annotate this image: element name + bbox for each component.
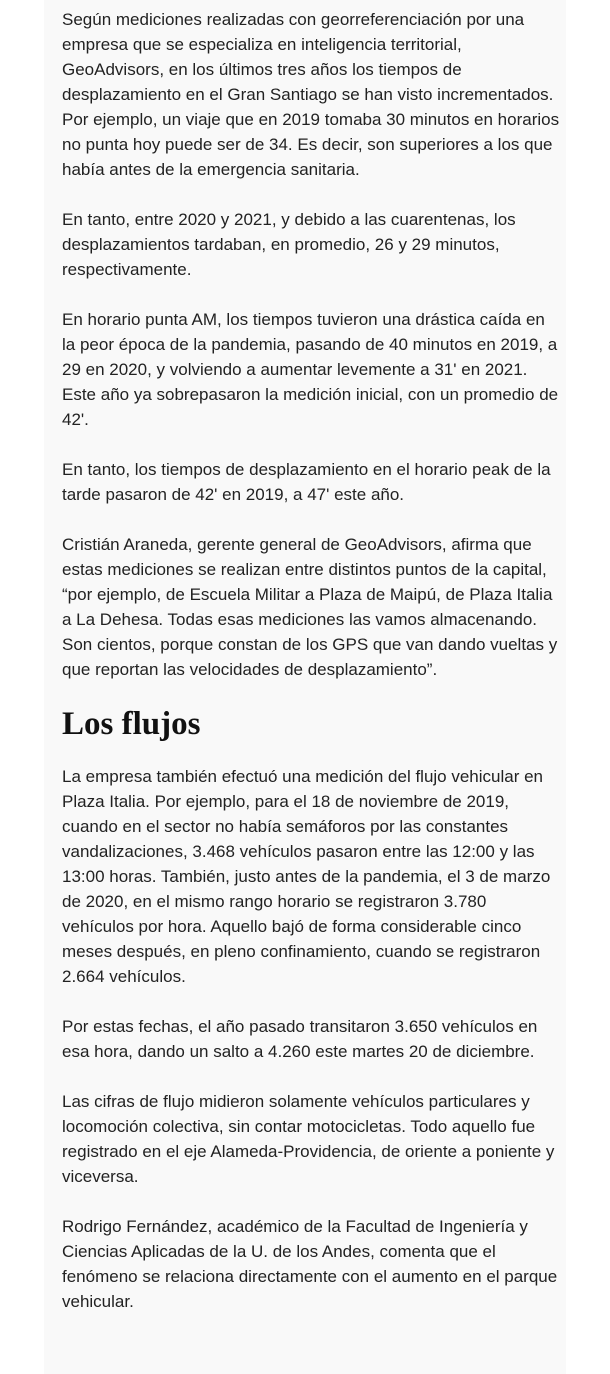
article-paragraph: En tanto, los tiempos de desplazamiento en el horario peak de la tarde pasaron de 42' en 2019, a 47' este año. — [62, 460, 551, 504]
article-body — [62, 7, 562, 1339]
article-paragraph: En tanto, entre 2020 y 2021, y debido a las cuarentenas, los desplazamientos tardaban, en promedio, 26 y 29 minutos, respectivamente. — [62, 210, 516, 279]
article-paragraph: Según mediciones realizadas con georreferenciación por una empresa que se especializa en inteligencia territorial, GeoAdvisors, en los últimos tres años los tiempos de desplazamiento en el Gran Santiago se han visto incrementados. Por ejemplo, un viaje que en 2019 tomaba 30 minutos en horarios no punta hoy puede ser de 34. Es decir, son superiores a los que había antes de la emergencia sanitaria. — [62, 10, 560, 179]
article-paragraph: Rodrigo Fernández, académico de la Facultad de Ingeniería y Ciencias Aplicadas de la U. de los Andes, comenta que el fenómeno se relaciona directamente con el aumento en el parque vehicular. — [62, 1217, 558, 1311]
article-paragraph: La empresa también efectuó una medición del flujo vehicular en Plaza Italia. Por ejemplo, para el 18 de noviembre de 2019, cuando en el sector no había semáforos por las constantes vandalizaciones, 3.468 vehículos pasaron entre las 12:00 y las 13:00 horas. También, justo antes de la pandemia, el 3 de marzo de 2020, en el mismo rango horario se registraron 3.780 vehículos por hora. Aquello bajó de forma considerable cinco meses después, en pleno confinamiento, cuando se registraron 2.664 vehículos. — [62, 767, 551, 986]
article-paragraph: Cristián Araneda, gerente general de GeoAdvisors, afirma que estas mediciones se realizan entre distintos puntos de la capital, “por ejemplo, de Escuela Militar a Plaza de Maipú, de Plaza Italia a La Dehesa. Todas esas mediciones las vamos almacenando. Son cientos, porque constan de los GPS que van dando vueltas y que reportan las velocidades de desplazamiento”. — [62, 535, 558, 679]
article-paragraph: Por estas fechas, el año pasado transitaron 3.650 vehículos en esa hora, dando un salto a 4.260 este martes 20 de diciembre. — [62, 1017, 538, 1061]
article-paragraph: En horario punta AM, los tiempos tuvieron una drástica caída en la peor época de la pandemia, pasando de 40 minutos en 2019, a 29 en 2020, y volviendo a aumentar levemente a 31' en 2021. Este año ya sobrepasaron la medición inicial, con un promedio de 42'. — [62, 310, 559, 429]
section-heading: Los flujos — [62, 706, 201, 742]
article-paragraph: Las cifras de flujo midieron solamente vehículos particulares y locomoción colectiva, sin contar motocicletas. Todo aquello fue registrado en el eje Alameda-Providencia, de oriente a poniente y viceversa. — [62, 1092, 555, 1186]
